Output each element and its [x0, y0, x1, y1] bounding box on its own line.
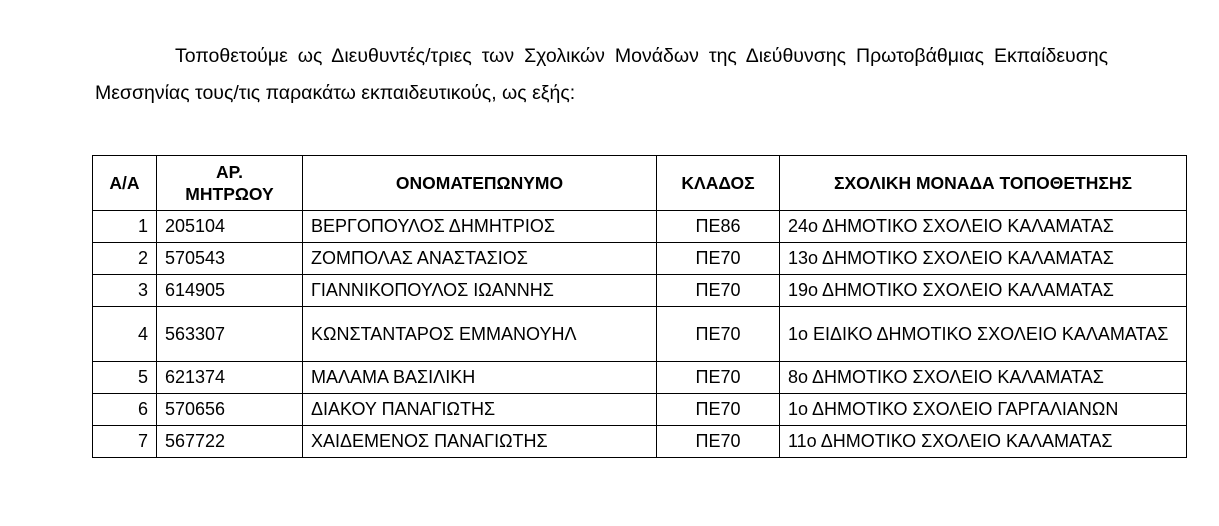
intro-paragraph: Τοποθετούμε ως Διευθυντές/τριες των Σχολικών Μονάδων της Διεύθυνσης Πρωτοβάθμιας Εκπαίδευσης Μεσσηνίας τους/τις παρακάτω εκπαιδευτικούς, ως εξής: — [95, 45, 1108, 104]
table-row — [93, 394, 1187, 426]
cell-aa: 6 — [93, 394, 157, 426]
cell-am: 570656 — [157, 394, 303, 426]
cell-klados: ΠΕ70 — [657, 275, 780, 307]
table-row — [93, 243, 1187, 275]
cell-am: 614905 — [157, 275, 303, 307]
cell-name: ΔΙΑΚΟΥ ΠΑΝΑΓΙΩΤΗΣ — [303, 394, 657, 426]
cell-aa: 4 — [93, 307, 157, 362]
header-klados: ΚΛΑΔΟΣ — [657, 156, 780, 211]
cell-aa: 7 — [93, 426, 157, 458]
cell-am: 570543 — [157, 243, 303, 275]
cell-klados: ΠΕ70 — [657, 307, 780, 362]
cell-aa: 1 — [93, 211, 157, 243]
cell-school: 1ο ΔΗΜΟΤΙΚΟ ΣΧΟΛΕΙΟ ΓΑΡΓΑΛΙΑΝΩΝ — [780, 394, 1187, 426]
cell-name: ΖΟΜΠΟΛΑΣ ΑΝΑΣΤΑΣΙΟΣ — [303, 243, 657, 275]
cell-name: ΒΕΡΓΟΠΟΥΛΟΣ ΔΗΜΗΤΡΙΟΣ — [303, 211, 657, 243]
cell-school: 19ο ΔΗΜΟΤΙΚΟ ΣΧΟΛΕΙΟ ΚΑΛΑΜΑΤΑΣ — [780, 275, 1187, 307]
cell-klados: ΠΕ86 — [657, 211, 780, 243]
header-am-line2: ΜΗΤΡΩΟΥ — [185, 184, 274, 204]
header-am-line1: ΑΡ. — [216, 162, 243, 182]
cell-aa: 3 — [93, 275, 157, 307]
table-header — [93, 156, 1187, 211]
cell-name: ΓΙΑΝΝΙΚΟΠΟΥΛΟΣ ΙΩΑΝΝΗΣ — [303, 275, 657, 307]
table-row — [93, 426, 1187, 458]
cell-name: ΧΑΙΔΕΜΕΝΟΣ ΠΑΝΑΓΙΩΤΗΣ — [303, 426, 657, 458]
cell-aa: 2 — [93, 243, 157, 275]
header-am — [157, 156, 303, 211]
table-row — [93, 211, 1187, 243]
cell-school: 11ο ΔΗΜΟΤΙΚΟ ΣΧΟΛΕΙΟ ΚΑΛΑΜΑΤΑΣ — [780, 426, 1187, 458]
header-row — [93, 156, 1187, 211]
table-row — [93, 275, 1187, 307]
cell-am: 567722 — [157, 426, 303, 458]
cell-klados: ΠΕ70 — [657, 243, 780, 275]
cell-am: 563307 — [157, 307, 303, 362]
cell-name: ΜΑΛΑΜΑ ΒΑΣΙΛΙΚΗ — [303, 362, 657, 394]
table-body — [93, 211, 1187, 458]
cell-school: 13ο ΔΗΜΟΤΙΚΟ ΣΧΟΛΕΙΟ ΚΑΛΑΜΑΤΑΣ — [780, 243, 1187, 275]
cell-klados: ΠΕ70 — [657, 394, 780, 426]
header-aa: Α/Α — [93, 156, 157, 211]
placements-table — [92, 155, 1187, 458]
cell-am: 621374 — [157, 362, 303, 394]
cell-aa: 5 — [93, 362, 157, 394]
cell-school: 24ο ΔΗΜΟΤΙΚΟ ΣΧΟΛΕΙΟ ΚΑΛΑΜΑΤΑΣ — [780, 211, 1187, 243]
cell-am: 205104 — [157, 211, 303, 243]
table-row — [93, 362, 1187, 394]
cell-klados: ΠΕ70 — [657, 426, 780, 458]
header-name: ΟΝΟΜΑΤΕΠΩΝΥΜΟ — [303, 156, 657, 211]
cell-school: 8ο ΔΗΜΟΤΙΚΟ ΣΧΟΛΕΙΟ ΚΑΛΑΜΑΤΑΣ — [780, 362, 1187, 394]
cell-name: ΚΩΝΣΤΑΝΤΑΡΟΣ ΕΜΜΑΝΟΥΗΛ — [303, 307, 657, 362]
cell-school: 1ο ΕΙΔΙΚΟ ΔΗΜΟΤΙΚΟ ΣΧΟΛΕΙΟ ΚΑΛΑΜΑΤΑΣ — [780, 307, 1187, 362]
table-row — [93, 307, 1187, 362]
cell-klados: ΠΕ70 — [657, 362, 780, 394]
header-school: ΣΧΟΛΙΚΗ ΜΟΝΑΔΑ ΤΟΠΟΘΕΤΗΣΗΣ — [780, 156, 1187, 211]
